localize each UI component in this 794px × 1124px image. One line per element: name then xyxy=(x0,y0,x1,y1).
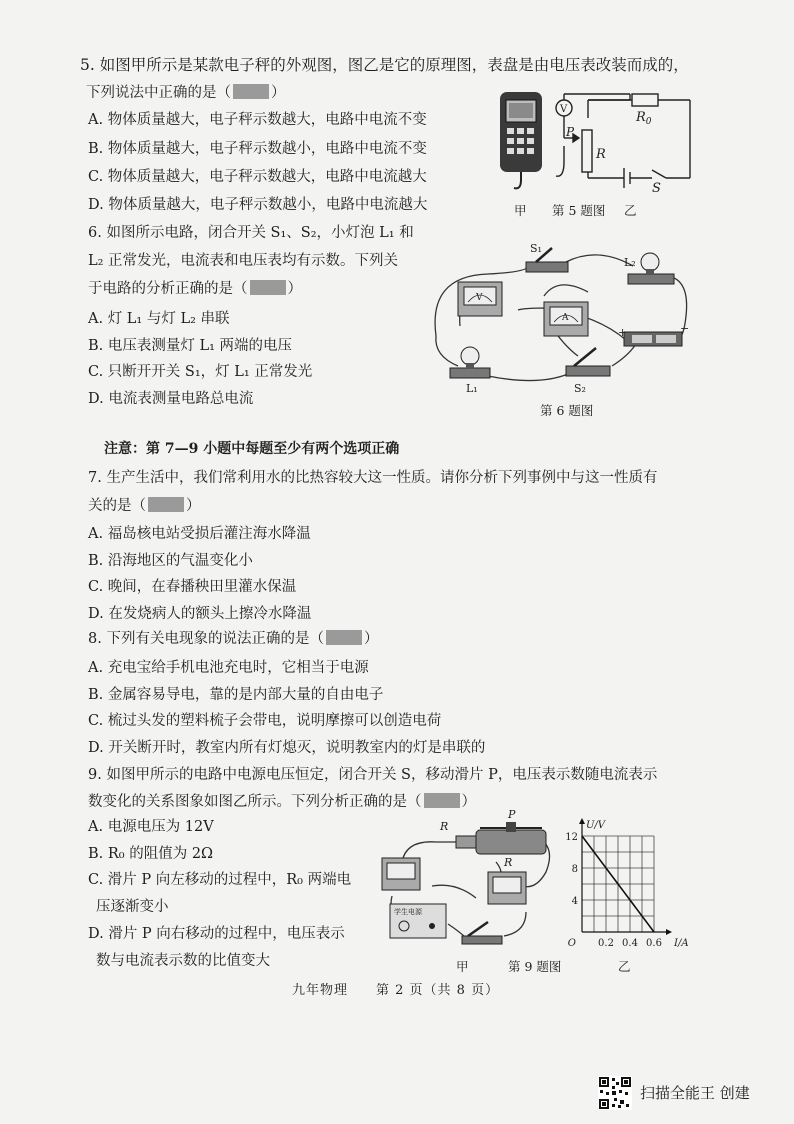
answer-blank xyxy=(148,497,184,512)
q9-rheostat-icon xyxy=(476,822,546,854)
q5-figure-left-label: 甲 xyxy=(514,203,527,218)
q9-power-supply-label: 学生电源 xyxy=(394,908,422,916)
q9-option-a: A. 电源电压为 12V xyxy=(88,819,214,835)
page-footer: 九年物理 第 2 页（共 8 页） xyxy=(292,983,500,998)
battery-pack-icon xyxy=(624,332,682,346)
y-tick-label: 4 xyxy=(571,896,578,907)
q5-option-c: C. 物体质量越大，电子秤示数越大，电路中电流越大 xyxy=(88,169,427,185)
y-tick-label: 12 xyxy=(565,832,578,843)
q9-fixed-resistor-icon xyxy=(456,836,478,848)
voltmeter-symbol-label: V xyxy=(560,104,568,115)
bulb-l1-icon xyxy=(450,347,490,378)
s2-label: S₂ xyxy=(574,382,586,395)
q9-switch-icon xyxy=(462,922,502,944)
x-tick-label: 0.2 xyxy=(598,938,614,949)
resistor-r0-label: $R_0$ xyxy=(636,110,652,127)
x-tick-label: 0.6 xyxy=(646,938,662,949)
qr-code-icon xyxy=(598,1076,632,1110)
s1-label: S₁ xyxy=(530,242,542,255)
q7-stem-line2: 关的是（ ） xyxy=(88,498,201,514)
q9-ammeter-icon xyxy=(382,858,420,890)
q6-stem-line3: 于电路的分析正确的是（ ） xyxy=(88,281,302,297)
q9-slider-p-label: P xyxy=(508,808,516,821)
q7-stem-line1: 7. 生产生活中，我们常利用水的比热容较大这一性质。请你分析下列事例中与这一性质有 xyxy=(88,470,658,486)
q5-option-b: B. 物体质量越大，电子秤示数越小，电路中电流不变 xyxy=(88,141,427,157)
battery-plus-label: + xyxy=(618,326,628,339)
q9-stem-line2: 数变化的关系图象如图乙所示。下列分析正确的是（ ） xyxy=(88,794,476,810)
ammeter-label: A xyxy=(562,313,569,323)
q9-option-c-line2: 压逐渐变小 xyxy=(96,899,169,915)
q8-option-b: B. 金属容易导电，靠的是内部大量的自由电子 xyxy=(88,687,384,703)
q8-option-d: D. 开关断开时，教室内所有灯熄灭，说明教室内的灯是串联的 xyxy=(88,740,486,756)
q9-figure-caption: 第 9 题图 xyxy=(508,959,562,974)
q9-voltmeter-icon xyxy=(488,872,526,904)
l2-label: L₂ xyxy=(624,256,636,269)
q5-option-d: D. 物体质量越大，电子秤示数越小，电路中电流越大 xyxy=(88,197,428,213)
q6-circuit-figure xyxy=(428,236,718,396)
q6-option-d: D. 电流表测量电路总电流 xyxy=(88,391,254,407)
l1-label: L₁ xyxy=(466,382,478,395)
answer-blank xyxy=(233,84,269,99)
q9-circuit-figure xyxy=(376,808,556,952)
q6-stem-line1: 6. 如图所示电路，闭合开关 S₁、S₂，小灯泡 L₁ 和 xyxy=(88,225,414,241)
y-axis-label: U/V xyxy=(586,820,606,831)
q9-fixed-resistor-label: R xyxy=(440,820,449,833)
q9-option-b: B. R₀ 的阻值为 2Ω xyxy=(88,846,214,862)
q8-option-a: A. 充电宝给手机电池充电时，它相当于电源 xyxy=(88,660,369,676)
q9-u-i-chart xyxy=(560,820,689,950)
q8-stem: 8. 下列有关电现象的说法正确的是（ ） xyxy=(88,631,379,647)
resistor-r-label: R xyxy=(596,147,606,162)
q7-option-c: C. 晚间，在春播秧田里灌水保温 xyxy=(88,579,297,595)
q9-option-c-line1: C. 滑片 P 向左移动的过程中，R₀ 两端电 xyxy=(88,872,352,888)
voltmeter-label: V xyxy=(476,293,483,303)
answer-blank xyxy=(326,630,362,645)
slider-p-label: P xyxy=(566,125,575,139)
q5-scale-device-figure xyxy=(492,92,552,196)
q9-figure-right-label: 乙 xyxy=(618,959,631,974)
q5-figure-right-label: 乙 xyxy=(624,203,637,218)
battery-minus-label: − xyxy=(680,322,690,335)
scanner-watermark: 扫描全能王 创建 xyxy=(640,1084,750,1102)
q6-figure-caption: 第 6 题图 xyxy=(540,403,594,418)
q9-option-d-line2: 数与电流表示数的比值变大 xyxy=(96,953,270,969)
q7-option-a: A. 福岛核电站受损后灌注海水降温 xyxy=(88,526,311,542)
x-axis-arrow xyxy=(666,929,672,935)
q6-option-c: C. 只断开开关 S₁，灯 L₁ 正常发光 xyxy=(88,364,313,380)
q8-option-c: C. 梳过头发的塑料梳子会带电，说明摩擦可以创造电荷 xyxy=(88,713,442,729)
q9-figure-left-label: 甲 xyxy=(456,959,469,974)
switch-s-label: S xyxy=(652,181,661,196)
q7-option-b: B. 沿海地区的气温变化小 xyxy=(88,553,253,569)
answer-blank xyxy=(250,280,286,295)
q6-option-a: A. 灯 L₁ 与灯 L₂ 串联 xyxy=(88,311,230,327)
q6-option-b: B. 电压表测量灯 L₁ 两端的电压 xyxy=(88,338,293,354)
q9-stem-line1: 9. 如图甲所示的电路中电源电压恒定，闭合开关 S，移动滑片 P，电压表示数随电流表示 xyxy=(88,767,658,783)
answer-blank xyxy=(424,793,460,808)
y-tick-label: 8 xyxy=(571,864,578,875)
q9-option-d-line1: D. 滑片 P 向右移动的过程中，电压表示 xyxy=(88,926,345,942)
x-tick-label: 0.4 xyxy=(622,938,638,949)
origin-label: O xyxy=(567,938,576,949)
q5-figure-caption: 第 5 题图 xyxy=(552,203,606,218)
q5-option-a: A. 物体质量越大，电子秤示数越大，电路中电流不变 xyxy=(88,112,427,128)
q9-rheostat-label: R xyxy=(504,856,513,869)
x-axis-label: I/A xyxy=(674,938,689,949)
q5-stem-line2: 下列说法中正确的是（ ） xyxy=(86,85,286,101)
q5-circuit-diagram xyxy=(548,88,724,198)
q6-stem-line2: L₂ 正常发光，电流表和电压表均有示数。下列关 xyxy=(88,253,399,269)
multi-choice-note: 注意：第 7—9 小题中每题至少有两个选项正确 xyxy=(104,441,400,457)
q5-stem-line1: 5. 如图甲所示是某款电子秤的外观图，图乙是它的原理图，表盘是由电压表改装而成的， xyxy=(80,56,689,74)
y-axis-arrow xyxy=(579,818,585,824)
q7-option-d: D. 在发烧病人的额头上擦冷水降温 xyxy=(88,606,312,622)
